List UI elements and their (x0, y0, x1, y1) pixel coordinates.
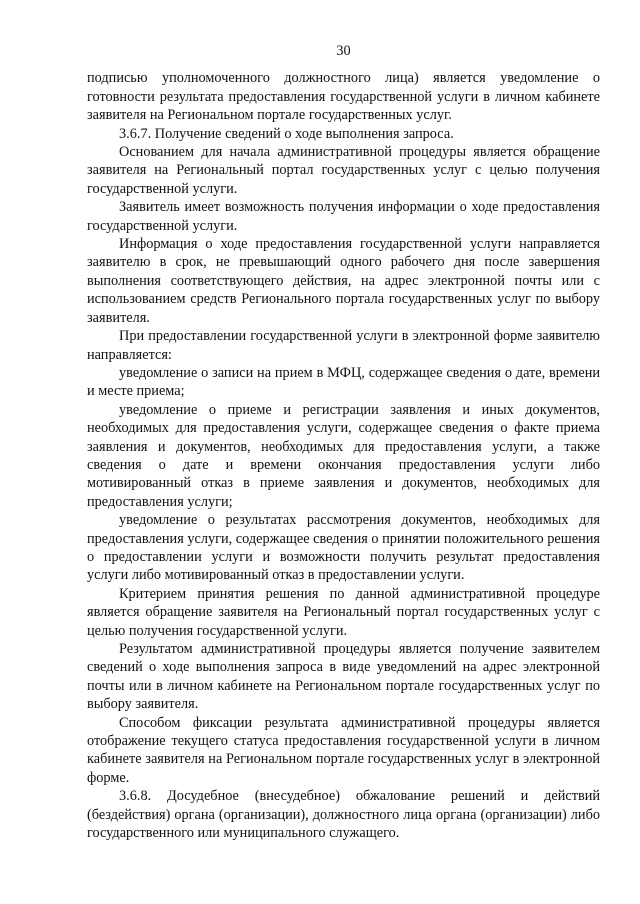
paragraph: уведомление о записи на прием в МФЦ, содержащее сведения о дате, времени и месте приема; (87, 364, 600, 400)
paragraph: подписью уполномоченного должностного лица) является уведомление о готовности результата предоставления государственной услуги в личном кабинете заявителя на Региональном портале государственных услуг. (87, 70, 600, 124)
paragraph: 3.6.8. Досудебное (внесудебное) обжалование решений и действий (бездействия) органа (организации), должностного лица органа (организации) либо государственного или муниципального служащего. (87, 788, 600, 842)
paragraph: Информация о ходе предоставления государственной услуги направляется заявителю в срок, не превышающий одного рабочего дня после завершения выполнения соответствующего действия, на адрес электронной почты или с использованием средств Регионального портала государственных услуг по выбору заявителя. (87, 236, 600, 326)
paragraph: 3.6.7. Получение сведений о ходе выполнения запроса. (119, 125, 454, 142)
paragraph: Основанием для начала административной процедуры является обращение заявителя на Региональный портал государственных услуг с целью получения государственной услуги. (87, 144, 600, 197)
paragraph: уведомление о результатах рассмотрения документов, необходимых для предоставления услуги, содержащее сведения о принятии положительного решения о предоставлении услуги и возможности получить результат предоставления услуги либо мотивированный отказ в предоставлении услуги. (87, 512, 600, 584)
paragraph: уведомление о приеме и регистрации заявления и иных документов, необходимых для предоставления услуги, содержащее сведения о факте приема заявления и документов, необходимых для предоставления услуги, а также сведения о дате и времени окончания предоставления услуги либо мотивированный отказ в приеме заявления и документов, необходимых для предоставления услуги; (87, 401, 600, 510)
paragraph: Заявитель имеет возможность получения информации о ходе предоставления государственной услуги. (87, 199, 600, 234)
page-number: 30 (336, 43, 351, 59)
paragraph: При предоставлении государственной услуги в электронной форме заявителю направляется: (87, 328, 600, 363)
paragraph: Результатом административной процедуры является получение заявителем сведений о ходе выполнения запроса в виде уведомлений на адрес электронной почты или в личном кабинете на Региональном портале государственных услуг по выбору заявителя. (87, 641, 600, 713)
document-body (87, 69, 600, 842)
paragraph: Способом фиксации результата административной процедуры является отображение текущего статуса предоставления государственной услуги в личном кабинете заявителя на Региональном портале государственных услуг в электронной форме. (87, 714, 600, 786)
paragraph: Критерием принятия решения по данной административной процедуре является обращение заявителя на Региональный портал государственных услуг с целью получения государственной услуги. (87, 585, 600, 639)
